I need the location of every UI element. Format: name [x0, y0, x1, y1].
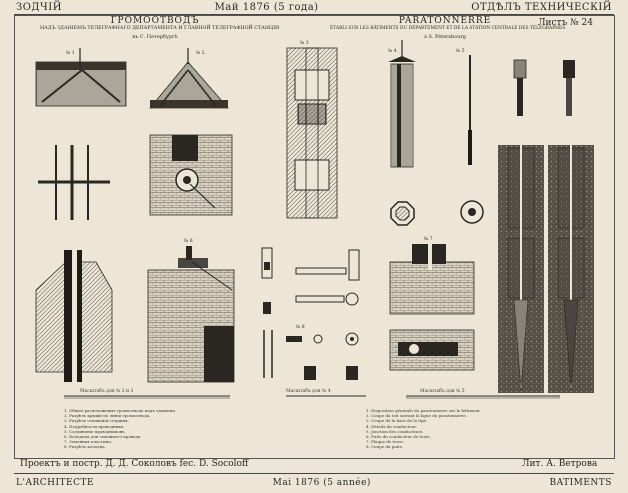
- notes-ru: [64, 408, 264, 450]
- footer-left: L'ARCHITECTE: [16, 478, 95, 488]
- fig-octagon-plan: [391, 201, 483, 225]
- fig-wall-anchor: [390, 240, 474, 370]
- note-ru: 5. Соединеніе проводниковъ.: [64, 428, 126, 434]
- note-ru: 8. Разрѣзъ колодца.: [64, 444, 106, 450]
- title-fr-line1: ÉTABLI SUR LES BÂTIMENTS DU DÉPARTEMENT ET DE LA STATION CENTRALE DES TÉLÉGRAPHES: [330, 26, 566, 31]
- fig-chimney-elevation: [388, 40, 416, 167]
- fig-earth-plate-right: [548, 140, 594, 393]
- fig-cross-plan: [38, 145, 110, 220]
- fig-wall-section-left: [36, 250, 112, 382]
- note-fr: 6. Puits du conducteur de terre.: [366, 434, 431, 440]
- fig-tower-plan: [287, 48, 337, 218]
- note-ru: 6. Колодецъ для земляного провода.: [64, 434, 142, 440]
- fig-roof-section-left: [36, 48, 126, 106]
- figure-label: № 8: [296, 325, 305, 330]
- scale-label-middle: Масштабъ для № 4: [286, 389, 331, 394]
- note-fr: 5. Jonction des conducteurs.: [366, 428, 424, 434]
- figure-label: № 4: [388, 49, 397, 54]
- title-ru-line1: НАДЪ ЗДАНІЕМЪ ТЕЛЕГРАФНАГО ДЕПАРТАМЕНТА И ГЛАВНОЙ ТЕЛЕГРАФНОЙ СТАНЦІИ: [40, 26, 280, 31]
- header-right: ОТДѢЛЪ ТЕХНИЧЕСКІЙ: [471, 1, 612, 13]
- note-ru: 1. Общее расположение громоотвода надъ зданіемъ.: [64, 408, 177, 413]
- footer-rule: [14, 473, 614, 474]
- credit-author: Проектъ и постр. Д. Д. Соколовъ fec. D. Socoloff: [20, 459, 249, 469]
- scale-label-left: Масштабъ для № 2 и 3: [80, 389, 134, 394]
- header-center: Май 1876 (5 года): [214, 1, 319, 13]
- fig-rod-elevation: [468, 55, 472, 165]
- fig-base-detail: [150, 135, 232, 215]
- notes-fr: [366, 408, 566, 450]
- note-ru: 3. Разрѣзъ основанія стержня.: [64, 418, 129, 424]
- note-ru: 7. Земляная пластина.: [64, 439, 113, 445]
- note-fr: 3. Coupe de la base de la tige.: [366, 418, 428, 424]
- footer-center: Mai 1876 (5 année): [272, 478, 371, 488]
- note-ru: 2. Разрѣзъ крыши по линіи громоотвода.: [64, 413, 151, 419]
- footer-bar: [16, 476, 612, 490]
- title-fr-main: PARATONNERRE: [398, 16, 492, 26]
- title-fr-line2: à S. Pétersbourg: [423, 34, 467, 40]
- figure-label: № 3: [300, 41, 309, 46]
- scale-bars: [64, 396, 560, 398]
- sheet-number: Листъ № 24: [538, 18, 593, 28]
- figure-label: № 5: [456, 49, 465, 54]
- note-ru: 4. Подробности проводника.: [64, 423, 125, 429]
- scale-label-right: Масштабъ для № 5: [420, 389, 465, 394]
- figure-label: № 7: [424, 237, 433, 242]
- fig-roof-gable: [150, 48, 228, 108]
- note-fr: 8. Coupe du puits.: [366, 444, 404, 450]
- figure-label: № 2: [196, 51, 205, 56]
- note-fr: 1. Disposition générale du paratonnerre sur le bâtiment.: [366, 408, 481, 413]
- fig-rod-tips: [514, 60, 575, 116]
- title-ru-main: ГРОМООТВОДЪ: [110, 16, 200, 26]
- fig-roof-clamp: [148, 246, 234, 382]
- fig-connector-parts: [262, 248, 359, 380]
- figure-label: № 1: [66, 51, 75, 56]
- note-fr: 7. Plaque de terre.: [366, 439, 404, 445]
- fig-earth-plate-left: [498, 140, 544, 393]
- note-fr: 4. Détails du conducteur.: [366, 423, 417, 429]
- note-fr: 2. Coupe du toit suivant la ligne du paratonnerre.: [366, 413, 467, 419]
- footer-right: BATIMENTS: [549, 478, 612, 488]
- figure-label: № 6: [184, 239, 193, 244]
- header-left: ЗОДЧІЙ: [16, 1, 62, 13]
- credit-lithographer: Лит. А. Ветрова: [522, 459, 598, 469]
- title-ru-line2: въ С. Петербургѣ: [132, 34, 178, 40]
